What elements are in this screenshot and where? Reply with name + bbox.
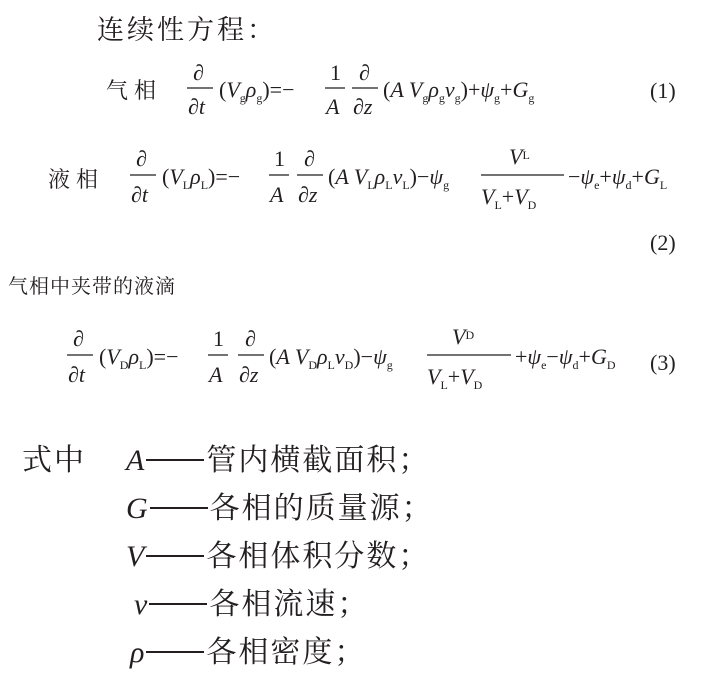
- svg-text:∂: ∂: [73, 326, 84, 351]
- eq3-volume-fraction: [427, 324, 511, 392]
- dash-separator: [146, 651, 204, 653]
- dash-separator: [146, 459, 204, 461]
- svg-text:∂t: ∂t: [131, 182, 148, 207]
- svg-text:∂: ∂: [245, 326, 256, 351]
- svg-text:∂z: ∂z: [239, 362, 259, 387]
- eq3-number: (3): [650, 350, 676, 375]
- eq1-time-derivative: [187, 60, 213, 119]
- svg-text:A: A: [326, 94, 340, 119]
- svg-text:∂z: ∂z: [298, 182, 318, 207]
- nomenclature-text: 管内横截面积；: [206, 443, 431, 478]
- nomenclature-symbol: ρ: [130, 636, 145, 669]
- svg-text:−ψe+ψd+GL: $-\psi_e+\psi_d+G_L$: [568, 164, 668, 192]
- eq2-time-derivative: [130, 146, 156, 207]
- nomenclature-text: 各相密度；: [206, 635, 367, 670]
- svg-text:(A VLρLvL)−ψg: (A $V_L\rho_Lv_L)-\psi_g$: [328, 164, 450, 192]
- svg-text:(A VDρLvD)−ψg: (A $V_D\rho_Lv_D)-\psi_g$: [269, 344, 393, 372]
- svg-text:(VDρL)=−: $(V_D\rho_L)=-$: [99, 344, 179, 372]
- eq2-volume-fraction: [481, 144, 564, 212]
- nomenclature-item: [130, 627, 366, 671]
- nomenclature-symbol: G: [126, 492, 148, 525]
- nomenclature-text: 各相流速；: [209, 587, 370, 622]
- svg-text:∂: ∂: [359, 60, 370, 85]
- svg-text:∂t: ∂t: [68, 362, 85, 387]
- svg-text:(A Vgρgvg)+ψg+Gg: (A $V_g\rho_gv_g)+\psi_g+G_g$: [383, 77, 535, 105]
- svg-text:∂: ∂: [304, 146, 315, 171]
- nomenclature-item: [126, 483, 434, 527]
- svg-text:1: 1: [274, 146, 285, 171]
- svg-text:1: 1: [330, 60, 341, 85]
- nomenclature-symbol: V: [126, 540, 145, 573]
- eq3-space-derivative: [238, 326, 264, 387]
- entrained-droplet-caption: 气相中夹带的液滴: [8, 274, 176, 298]
- nomenclature-symbol: A: [126, 444, 145, 477]
- svg-text:A: A: [209, 362, 223, 387]
- eq2-number: (2): [650, 230, 676, 255]
- nomenclature-item: [134, 579, 369, 623]
- nomenclature-text: 各相的质量源；: [209, 491, 434, 526]
- svg-text:∂: ∂: [136, 146, 147, 171]
- svg-text:VL: $V^L$: [509, 144, 530, 169]
- eq3-time-derivative: [67, 326, 93, 387]
- equation-1: [185, 56, 605, 126]
- where-lead: 式中: [22, 443, 86, 478]
- svg-text:1: 1: [213, 326, 224, 351]
- eq1-number: (1): [650, 78, 676, 103]
- dash-separator: [149, 603, 207, 605]
- nomenclature-item: [126, 435, 430, 479]
- nomenclature-item: [126, 531, 430, 575]
- section-heading: 连续性方程：: [97, 15, 277, 46]
- equation-3: [65, 322, 645, 394]
- svg-text:VL+VD: $V_L+V_D$: [481, 184, 537, 212]
- equation-2: [128, 142, 688, 214]
- eq3-one-over-a: [207, 326, 228, 387]
- svg-text:(Vgρg)=−: $(V_g\rho_g)=-$: [219, 77, 295, 105]
- svg-text:∂t: ∂t: [188, 94, 205, 119]
- svg-text:∂z: ∂z: [353, 94, 373, 119]
- nomenclature-text: 各相体积分数；: [206, 539, 431, 574]
- eq1-one-over-a: [324, 60, 345, 119]
- eq1-space-derivative: [352, 60, 378, 119]
- eq2-one-over-a: [268, 146, 289, 207]
- dash-separator: [146, 555, 204, 557]
- svg-text:+ψe−ψd+GD: $+\psi_e-\psi_d+G_D$: [515, 344, 616, 372]
- eq2-space-derivative: [297, 146, 323, 207]
- svg-text:(VLρL)=−: $(V_L\rho_L)=-$: [162, 164, 241, 192]
- eq1-phase-label: 气相: [106, 79, 163, 104]
- eq2-phase-label: 液相: [48, 168, 105, 193]
- svg-text:∂: ∂: [193, 60, 204, 85]
- svg-text:VL+VD: $V_L+V_D$: [427, 364, 483, 392]
- nomenclature-symbol: v: [134, 588, 148, 621]
- svg-text:VD: $V^D$: [452, 324, 475, 349]
- dash-separator: [150, 507, 208, 509]
- svg-text:A: A: [270, 182, 284, 207]
